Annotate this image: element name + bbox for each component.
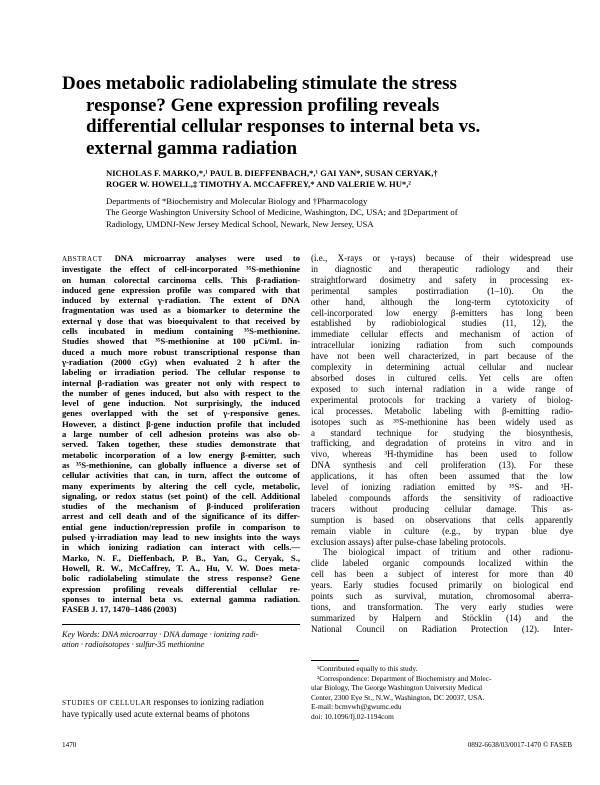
abstract-line: cells incubated in medium containing ³⁵S-methionine.	[62, 326, 300, 337]
intro-line-text: responses to ionizing radiation	[151, 697, 264, 707]
body-line: a standard technique for studying the biosynthesis,	[311, 427, 573, 438]
abstract-citation: FASEB J. 17, 1470–1486 (2003)	[62, 604, 177, 615]
abstract-line: external γ dose that was bioequivalent to that received by	[62, 315, 300, 326]
body-line: remain viable in culture (e.g., by trypan blue dye	[311, 525, 573, 536]
body-line: clide labeled organic compounds localized within the	[311, 558, 573, 569]
footnote-doi[interactable]: doi: 10.1096/fj.02-1194com	[311, 711, 394, 721]
body-line: established by radiobiological studies (11, 12), the	[311, 318, 573, 329]
affiliations	[106, 196, 576, 230]
footnotes	[311, 664, 573, 722]
body-line: tions, and transformation. The very early studies were	[311, 602, 573, 612]
body-line: ical processes. Metabolic labeling with β-emitting radio-	[311, 405, 573, 416]
body-line: isotopes such as ³⁵S-methionine has been widely used as	[311, 416, 573, 427]
abstract-line: γ-radiation (2000 cGy) when evaluated 2 h after the	[62, 356, 300, 367]
title-line: external gamma radiation	[86, 137, 298, 159]
abstract-line: served. Taken together, these studies demonstrate that	[62, 439, 300, 450]
abstract-line: sponses to internal beta vs. external gamma radiation.	[62, 593, 300, 604]
abstract-line: duced a much more robust transcriptional response than	[62, 346, 300, 357]
abstract-line: genes overlapped with the set of γ-responsive genes.	[62, 408, 300, 419]
abstract	[62, 253, 300, 614]
title-line: differential cellular responses to internal beta vs.	[86, 116, 481, 137]
body-line: exclusion assays) after pulse-chase labeling protocols.	[311, 536, 506, 547]
author-line: ROGER W. HOWELL,‡ TIMOTHY A. MCCAFFREY,* AND VALERIE W. HU*,²	[106, 179, 411, 189]
body-line: years. Early studies focused primarily on biological end	[311, 580, 573, 591]
intro-smallcaps: STUDIES OF CELLULAR	[62, 699, 152, 707]
abstract-line: labeling or irradiation period. The cellular response to	[62, 367, 300, 378]
body-line: cell-incorporated low energy β-emitters has long been	[311, 307, 573, 318]
abstract-line: fragmentation was used as a biomarker to determine the	[62, 305, 300, 316]
abstract-line: as ³⁵S-methionine, can globally influence a diverse set of	[62, 459, 300, 470]
body-line: vivo, whereas ³H-thymidine has been used to follow	[311, 449, 573, 460]
body-line: complexity in determining actual cellular and nuclear	[311, 362, 573, 373]
introduction-left	[62, 697, 300, 721]
body-line: summarized by Halpern and Stöcklin (14) and the	[311, 612, 573, 623]
affiliation-line: Departments of *Biochemistry and Molecular Biology and †Pharmacology	[106, 196, 368, 206]
body-line: intracellular ionizing radiation from such compounds	[311, 340, 573, 351]
abstract-line: Marko, N. F., Dieffenbach, P. B., Yan, G., Ceryak, S.,	[62, 552, 300, 563]
affiliation-line: The George Washington University School of Medicine, Washington, DC, USA; and ‡Department of	[106, 207, 458, 218]
body-line: level of ionizing radiation emitted by ³⁵S- and ³H-	[311, 482, 573, 493]
footnote-line: ¹Contributed equally to this study.	[317, 664, 418, 673]
abstract-line: bolic radiolabeling stimulate the stress response? Gene	[62, 573, 300, 584]
intro-line	[62, 697, 300, 709]
journal-code: 0892-6638/03/0017-1470 © FASEB	[467, 741, 572, 749]
body-line: National Council on Radiation Protection (12). Inter-	[311, 623, 573, 634]
body-line: perimental samples postirradiation (1–10). On the	[311, 285, 573, 296]
author-line: NICHOLAS F. MARKO,*,¹ PAUL B. DIEFFENBACH,*,¹ GAI YAN*, SUSAN CERYAK,†	[106, 168, 438, 178]
abstract-line-text: DNA microarray analyses were used to	[114, 253, 300, 263]
abstract-line: arrest and cell death and of the significance of its differ-	[62, 511, 300, 522]
body-line: (i.e., X-rays or γ-rays) because of their widespread use	[311, 253, 573, 263]
footnote-divider	[311, 660, 359, 661]
intro-line: have typically used acute external beams of photons	[62, 709, 250, 720]
abstract-line: cellular activities that can, in turn, affect the outcome of	[62, 470, 300, 481]
body-line: experimental protocols for tracking a variety of biolog-	[311, 394, 573, 405]
abstract-line: expression profiling reveals differential cellular re-	[62, 583, 300, 594]
abstract-line: level of gene induction. Not surprisingly, the induced	[62, 398, 300, 409]
footnote-line: ular Biology, The George Washington University Medical	[311, 683, 483, 693]
body-line: labeled compounds affords the sensitivity of radioactive	[311, 492, 573, 503]
body-line: absorbed doses in cultured cells. Yet cells are often	[311, 372, 573, 383]
abstract-line: on human colorectal carcinoma cells. This β-radiation-	[62, 274, 300, 285]
page-number: 1470	[62, 741, 77, 749]
abstract-line: in which ionizing radiation can interact with cells.—	[62, 542, 300, 553]
title-line: response? Gene expression profiling reveals	[86, 94, 440, 116]
abstract-line: studies of the mechanism of β-induced proliferation	[62, 501, 300, 512]
body-line: cell has been a subject of interest for more than 40	[311, 569, 573, 580]
article-title	[62, 73, 562, 159]
abstract-line: a large number of cell adhesion proteins was also ob-	[62, 429, 300, 440]
abstract-line: Howell, R. W., McCaffrey, T. A., Hu, V. W. Does meta-	[62, 562, 300, 573]
abstract-line: pulsed γ-irradiation may lead to new insights into the ways	[62, 532, 300, 543]
abstract-line	[62, 253, 300, 264]
body-line: immediate cellular effects and mechanism of action of	[311, 329, 573, 340]
title-line: Does metabolic radiolabeling stimulate the stress	[62, 73, 457, 94]
body-line: DNA synthesis and cell proliferation (13). For these	[311, 460, 573, 471]
body-line: have not been well characterized, in part because of the	[311, 351, 573, 362]
abstract-label: ABSTRACT	[62, 255, 103, 263]
author-list	[106, 168, 576, 190]
keywords-divider	[62, 624, 300, 625]
abstract-line: many experiments by altering the cell cycle, metabolic,	[62, 480, 300, 491]
body-line: in diagnostic and therapeutic radiology and their	[311, 263, 573, 274]
affiliation-line: Radiology, UMDNJ-New Jersey Medical School, Newark, New Jersey, USA	[106, 218, 374, 229]
abstract-line: investigate the effect of cell-incorporated ³⁵S-methionine	[62, 264, 300, 275]
abstract-line: the number of genes induced, but also with respect to the	[62, 387, 300, 398]
abstract-line: signaling, or redox status (set point) of the cell. Additional	[62, 490, 300, 501]
abstract-line: metabolic incorporation of a low energy β-emitter, such	[62, 449, 300, 460]
body-line: applications, it has often been assumed that the low	[311, 471, 573, 482]
abstract-line: Studies showed that ³⁵S-methionine at 100 μCi/mL in-	[62, 336, 300, 347]
keyword-line: ation · radioisotopes · sulfur-35 methionine	[62, 640, 204, 650]
introduction-right	[311, 253, 573, 635]
abstract-line: induced by external γ-radiation. The extent of DNA	[62, 295, 300, 306]
body-line: points such as survival, mutation, chromosomal aberra-	[311, 591, 573, 602]
key-words	[62, 630, 300, 651]
footnote-line: ²Correspondence: Department of Biochemistry and Molec-	[317, 673, 492, 683]
abstract-line: internal β-radiation was greater not only with respect to	[62, 377, 300, 388]
body-line: tracers without producing cellular damage. This as-	[311, 503, 573, 514]
body-line: other hand, although the long-term cytotoxicity of	[311, 296, 573, 307]
footnote-line: Center, 2300 Eye St., N.W., Washington, DC 20037, USA.	[311, 692, 485, 702]
footnote-email[interactable]: E-mail: bcmvwh@gwumc.edu	[311, 702, 402, 712]
abstract-line: ential gene induction/repression profile in comparison to	[62, 521, 300, 532]
abstract-line: induced gene expression profile was compared with that	[62, 284, 300, 295]
keyword-line: Key Words: DNA microarray · DNA damage · ionizing radi-	[62, 630, 259, 639]
body-line: straightforward dosimetry and safety in processing ex-	[311, 274, 573, 285]
body-line: trafficking, and degradation of proteins in vitro and in	[311, 438, 573, 449]
body-line: sumption is based on observations that cells apparently	[311, 514, 573, 525]
body-line: The biological impact of tritium and other radionu-	[323, 547, 573, 558]
body-line: exposed to such internal radiation in a wide range of	[311, 383, 573, 394]
abstract-line: However, a distinct β-gene induction profile that included	[62, 418, 300, 429]
